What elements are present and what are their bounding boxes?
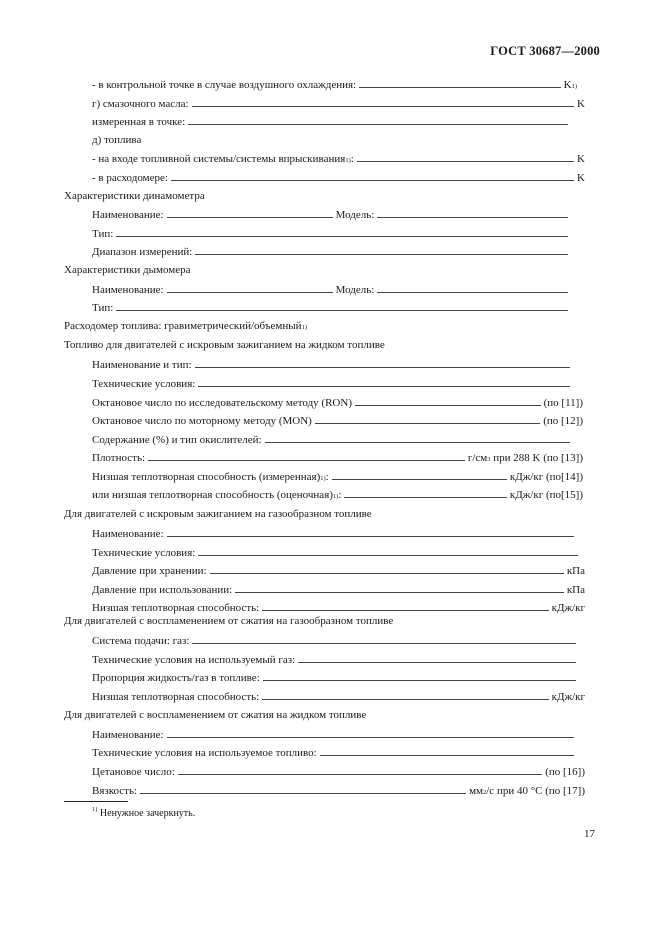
smokemeter-type-row bbox=[92, 300, 571, 315]
row-unit: кДж/кг bbox=[551, 602, 585, 614]
gas-lhv-field[interactable] bbox=[262, 600, 548, 611]
used-gas-spec-row bbox=[92, 652, 579, 667]
row-unit: K bbox=[577, 172, 585, 184]
section-title: Для двигателей с воспламенением от сжатия на газообразном топливе bbox=[64, 615, 394, 627]
row-label: Тип: bbox=[92, 228, 114, 240]
gas-spec-row bbox=[92, 545, 581, 560]
row-label-2: Модель: bbox=[335, 284, 375, 296]
fuel-name-type-field[interactable] bbox=[195, 357, 570, 368]
flowmeter-temp-field[interactable] bbox=[171, 170, 574, 181]
ci-gas-lhv-row bbox=[92, 689, 585, 704]
spark-liquid-section-title bbox=[64, 338, 385, 352]
row-label: Расходомер топлива: гравиметрический/объемный bbox=[64, 320, 302, 332]
row-unit: кДж/кг (по[15]) bbox=[509, 489, 583, 501]
viscosity-row: Вязкость: мм 2 /с при 40 °С (по [17]) bbox=[92, 785, 585, 797]
fuel-subheading bbox=[92, 133, 141, 147]
row-label: д) топлива bbox=[92, 134, 142, 146]
row-label: Давление при использовании: bbox=[92, 584, 233, 596]
row-label: Содержание (%) и тип окислителей: bbox=[92, 434, 262, 446]
row-label: Пропорция жидкость/газ в топливе: bbox=[92, 672, 260, 684]
row-label: - на входе топливной системы/системы впрыскивания bbox=[92, 153, 346, 165]
row-colon: : bbox=[350, 153, 354, 165]
row-label-2: Модель: bbox=[335, 209, 375, 221]
density-row: Плотность: г/см 3 при 288 K (по [13]) bbox=[92, 452, 583, 464]
row-unit: кПа bbox=[566, 565, 585, 577]
dynamometer-section-title bbox=[64, 189, 205, 203]
row-label: Система подачи: газ: bbox=[92, 635, 190, 647]
dynamometer-model-field[interactable] bbox=[377, 207, 568, 218]
row-label: Диапазон измерений: bbox=[92, 246, 193, 258]
row-label: - в контрольной точке в случае воздушного охлаждения: bbox=[92, 79, 357, 91]
row-unit: г/см bbox=[467, 452, 488, 464]
row-label: Низшая теплотворная способность: bbox=[92, 602, 260, 614]
lhv-measured-field[interactable] bbox=[332, 469, 507, 480]
row-label: Октановое число по моторному методу (MON) bbox=[92, 415, 312, 427]
used-gas-spec-field[interactable] bbox=[298, 652, 576, 663]
ci-gas-lhv-field[interactable] bbox=[262, 689, 548, 700]
mon-field[interactable] bbox=[315, 413, 540, 424]
gas-name-field[interactable] bbox=[167, 526, 574, 537]
row-label: Вязкость: bbox=[92, 785, 138, 797]
lhv-estimated-row: или низшая теплотворная способность (оценочная) 1) : кДж/кг (по[15]) bbox=[92, 489, 583, 501]
ron-field[interactable] bbox=[355, 395, 541, 406]
liquid-gas-ratio-field[interactable] bbox=[263, 670, 576, 681]
row-label: Технические условия: bbox=[92, 547, 196, 559]
fuel-inlet-temp-field[interactable] bbox=[357, 151, 574, 162]
fuel-spec-field[interactable] bbox=[198, 376, 570, 387]
dynamometer-name-field[interactable] bbox=[167, 207, 333, 218]
liquid-fuel-name-row bbox=[92, 727, 577, 742]
gas-feed-field[interactable] bbox=[192, 633, 576, 644]
page-number: 17 bbox=[584, 828, 595, 840]
row-label: Наименование: bbox=[92, 528, 164, 540]
row-unit: мм bbox=[469, 785, 483, 797]
oxidizer-row bbox=[92, 432, 573, 447]
footnote-text: Ненужное зачеркнуть. bbox=[97, 808, 196, 819]
dynamometer-type-field[interactable] bbox=[116, 226, 568, 237]
density-field[interactable] bbox=[148, 450, 465, 461]
smokemeter-type-field[interactable] bbox=[116, 300, 568, 311]
row-label: Октановое число по исследовательскому методу (RON) bbox=[92, 397, 352, 409]
section-title: Для двигателей с воспламенением от сжатия на жидком топливе bbox=[64, 709, 367, 721]
row-unit: (по [11]) bbox=[543, 397, 583, 409]
row-colon: : bbox=[338, 489, 342, 501]
row-label: г) смазочного масла: bbox=[92, 98, 189, 110]
row-label: Низшая теплотворная способность: bbox=[92, 691, 260, 703]
row-unit: K bbox=[577, 153, 585, 165]
smokemeter-name-field[interactable] bbox=[167, 282, 333, 293]
section-title: Для двигателей с искровым зажиганием на газообразном топливе bbox=[64, 508, 372, 520]
footnote bbox=[92, 808, 195, 819]
ron-row bbox=[92, 395, 583, 410]
gas-lhv-row bbox=[92, 600, 585, 615]
oil-measure-point-row bbox=[92, 114, 571, 129]
lhv-measured-row: Низшая теплотворная способность (измеренная) 1) : кДж/кг (по[14]) bbox=[92, 471, 583, 483]
air-cooling-temp-field[interactable] bbox=[359, 77, 561, 88]
row-label: Наименование и тип: bbox=[92, 359, 192, 371]
row-label: Технические условия на используемое топливо: bbox=[92, 747, 317, 759]
smokemeter-section-title bbox=[64, 263, 191, 277]
used-fuel-spec-row bbox=[92, 745, 577, 760]
row-label: Наименование: bbox=[92, 729, 164, 741]
liquid-fuel-name-field[interactable] bbox=[167, 727, 574, 738]
dynamometer-name-model-row bbox=[92, 207, 571, 222]
dynamometer-range-row bbox=[92, 244, 571, 259]
gas-feed-row bbox=[92, 633, 579, 648]
row-label: Плотность: bbox=[92, 452, 146, 464]
row-unit: (по [16]) bbox=[545, 766, 585, 778]
row-label: Наименование: bbox=[92, 209, 164, 221]
row-unit: кДж/кг (по[14]) bbox=[509, 471, 583, 483]
storage-pressure-field[interactable] bbox=[210, 563, 564, 574]
fuel-name-type-row bbox=[92, 357, 573, 372]
row-unit: K bbox=[577, 98, 585, 110]
mon-row bbox=[92, 413, 583, 428]
oil-temp-row bbox=[92, 96, 585, 111]
row-label: Наименование: bbox=[92, 284, 164, 296]
row-unit: кДж/кг bbox=[551, 691, 585, 703]
row-label: Низшая теплотворная способность (измеренная) bbox=[92, 471, 321, 483]
oxidizer-field[interactable] bbox=[265, 432, 570, 443]
row-unit: (по [12]) bbox=[543, 415, 583, 427]
dynamometer-type-row bbox=[92, 226, 571, 241]
row-unit-tail: при 288 K (по [13]) bbox=[490, 452, 583, 464]
fuel-flowmeter-row: Расходомер топлива: гравиметрический/объемный 1) bbox=[64, 320, 307, 332]
use-pressure-field[interactable] bbox=[235, 582, 564, 593]
row-label: - в расходомере: bbox=[92, 172, 168, 184]
footnote-mark: 1) bbox=[92, 806, 98, 813]
gas-name-row bbox=[92, 526, 577, 541]
row-label: измеренная в точке: bbox=[92, 116, 186, 128]
flowmeter-temp-row bbox=[92, 170, 585, 185]
spark-gas-section-title bbox=[64, 507, 372, 521]
lhv-estimated-field[interactable] bbox=[344, 487, 506, 498]
footnote-divider bbox=[64, 801, 128, 802]
row-label: или низшая теплотворная способность (оценочная) bbox=[92, 489, 333, 501]
smokemeter-name-model-row bbox=[92, 282, 571, 297]
row-colon: : bbox=[325, 471, 329, 483]
oil-temp-field[interactable] bbox=[192, 96, 574, 107]
use-pressure-row bbox=[92, 582, 585, 597]
viscosity-field[interactable] bbox=[140, 783, 466, 794]
row-label: Технические условия: bbox=[92, 378, 196, 390]
smokemeter-model-field[interactable] bbox=[377, 282, 568, 293]
row-label: Тип: bbox=[92, 302, 114, 314]
fuel-spec-row bbox=[92, 376, 573, 391]
row-unit-tail: /с при 40 °С (по [17]) bbox=[486, 785, 585, 797]
cetane-row bbox=[92, 764, 585, 779]
fuel-inlet-temp-row: - на входе топливной системы/системы впрыскивания 1) : K bbox=[92, 153, 585, 165]
section-title: Характеристики дымомера bbox=[64, 264, 191, 276]
oil-measure-point-field[interactable] bbox=[188, 114, 568, 125]
row-label: Технические условия на используемый газ: bbox=[92, 654, 296, 666]
air-cooling-temp-row: - в контрольной точке в случае воздушного охлаждения: K 1) bbox=[92, 79, 577, 91]
liquid-gas-ratio-row bbox=[92, 670, 579, 685]
used-fuel-spec-field[interactable] bbox=[320, 745, 574, 756]
storage-pressure-row bbox=[92, 563, 585, 578]
row-unit: K bbox=[563, 79, 572, 91]
document-header: ГОСТ 30687—2000 bbox=[490, 44, 600, 58]
cetane-field[interactable] bbox=[178, 764, 542, 775]
ci-gas-section-title bbox=[64, 614, 393, 628]
section-title: Характеристики динамометра bbox=[64, 190, 205, 202]
row-unit: кПа bbox=[566, 584, 585, 596]
row-label: Давление при хранении: bbox=[92, 565, 207, 577]
dynamometer-range-field[interactable] bbox=[195, 244, 568, 255]
row-label: Цетановое число: bbox=[92, 766, 175, 778]
section-title: Топливо для двигателей с искровым зажиганием на жидком топливе bbox=[64, 339, 385, 351]
ci-liquid-section-title bbox=[64, 708, 366, 722]
gas-spec-field[interactable] bbox=[198, 545, 578, 556]
